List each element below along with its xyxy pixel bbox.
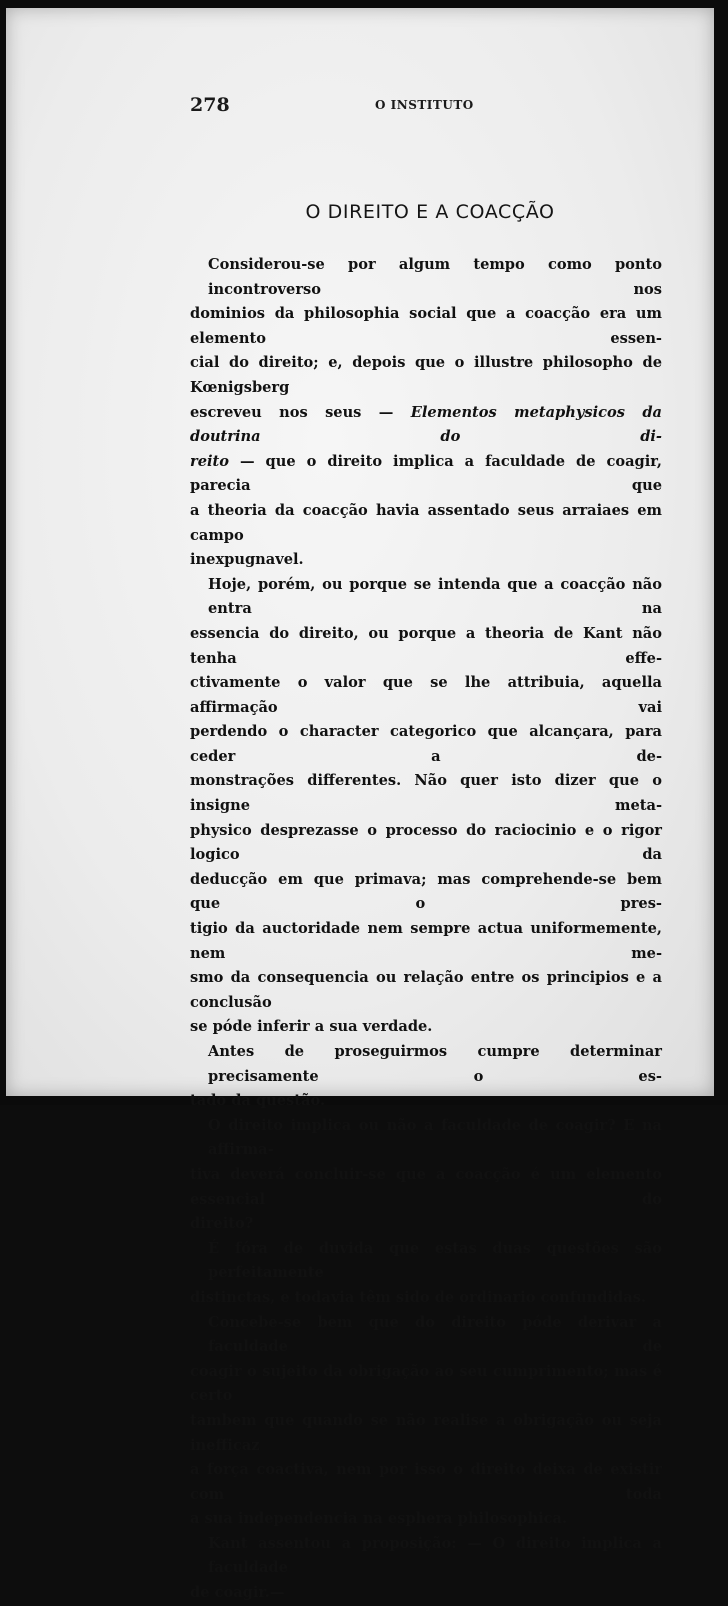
text-line: reito — que o direito implica a faculdade de coagir, parecia que [190, 452, 662, 495]
text-line: tambem que quando se não realise a obrigação ou seja inefficaz [190, 1411, 662, 1454]
text-line: essencia do direito, ou porque a theoria de Kant não tenha effe- [190, 624, 662, 667]
text-line: O direito implica ou não a faculdade de coagir? E na affirma- [208, 1116, 662, 1159]
text-line: tiva deverá concluir-se que a coacção é um elemento essencial do [190, 1165, 662, 1208]
paragraph-3 [190, 1040, 662, 1114]
running-title: O INSTITUTO [375, 98, 474, 112]
text-line: deducção em que primava; mas comprehende-se bem que o pres- [190, 870, 662, 913]
page-number: 278 [190, 94, 230, 116]
paragraph-6 [190, 1311, 662, 1532]
text-line: de coagir.— [190, 1584, 285, 1602]
paragraph-4 [190, 1114, 662, 1237]
text-line: Kant assentou a proposição: — O direito implica a faculdade [208, 1534, 662, 1577]
text-line: Hoje, porém, ou porque se intenda que a coacção não entra na [208, 575, 662, 618]
article-title: O DIREITO E A COACÇÃO [305, 201, 555, 223]
text-line: a theoria da coacção havia assentado seus arraiaes em campo [190, 501, 662, 544]
text-line: tado da questão. [190, 1092, 326, 1110]
text-line: physico desprezasse o processo do raciocinio e o rigor logico da [190, 821, 662, 864]
text-line: Considerou-se por algum tempo como ponto incontroverso nos [208, 256, 662, 298]
text-line: cial do direito; e, depois que o illustre philosopho de Kœnigsberg [190, 354, 662, 396]
text-line: monstrações differentes. Não quer isto dizer que o insigne meta- [190, 772, 662, 815]
text-line: inexpugnavel. [190, 551, 304, 569]
text-line: distinctas, e todavia têm sido de ordinario confundidas. [190, 1288, 646, 1306]
article-body [190, 253, 662, 1606]
text-line: a sua independencia na esphera philosophica. [190, 1510, 568, 1528]
paragraph-1 [190, 253, 662, 573]
text-line: Concebe-se bem que do direito póde derivar a faculdade de [208, 1313, 662, 1356]
paragraph-5 [190, 1237, 662, 1311]
text-line: escreveu nos seus — Elementos metaphysicos da doutrina do di- [190, 403, 662, 446]
paragraph-2 [190, 573, 662, 1040]
text-line: É fóra de duvida que estas duas questões são perfeitamente [208, 1239, 662, 1282]
paragraph-7 [190, 1532, 662, 1606]
text-line: direito? [190, 1215, 254, 1233]
text-line: coagir o sujeito da obrigação ao seu cumprimento; mas é certo [190, 1362, 662, 1405]
text-line: dominios da philosophia social que a coacção era um elemento essen- [190, 305, 662, 347]
text-line: ctivamente o valor que se lhe attribuia, aquella affirmação vai [190, 674, 662, 716]
text-line: smo da consequencia ou relação entre os principios e a conclusão [190, 969, 662, 1011]
text-line: a força coactiva, nem por isso o direito deixa de existir com toda [190, 1461, 662, 1503]
page-header [190, 94, 670, 118]
text-line: perdendo o character categorico que alcançara, para ceder a de- [190, 723, 662, 765]
text-line: Antes de proseguirmos cumpre determinar precisamente o es- [208, 1043, 662, 1085]
text-line: tigio da auctoridade nem sempre actua uniformemente, nem me- [190, 920, 662, 962]
text-line: se póde inferir a sua verdade. [190, 1018, 433, 1036]
